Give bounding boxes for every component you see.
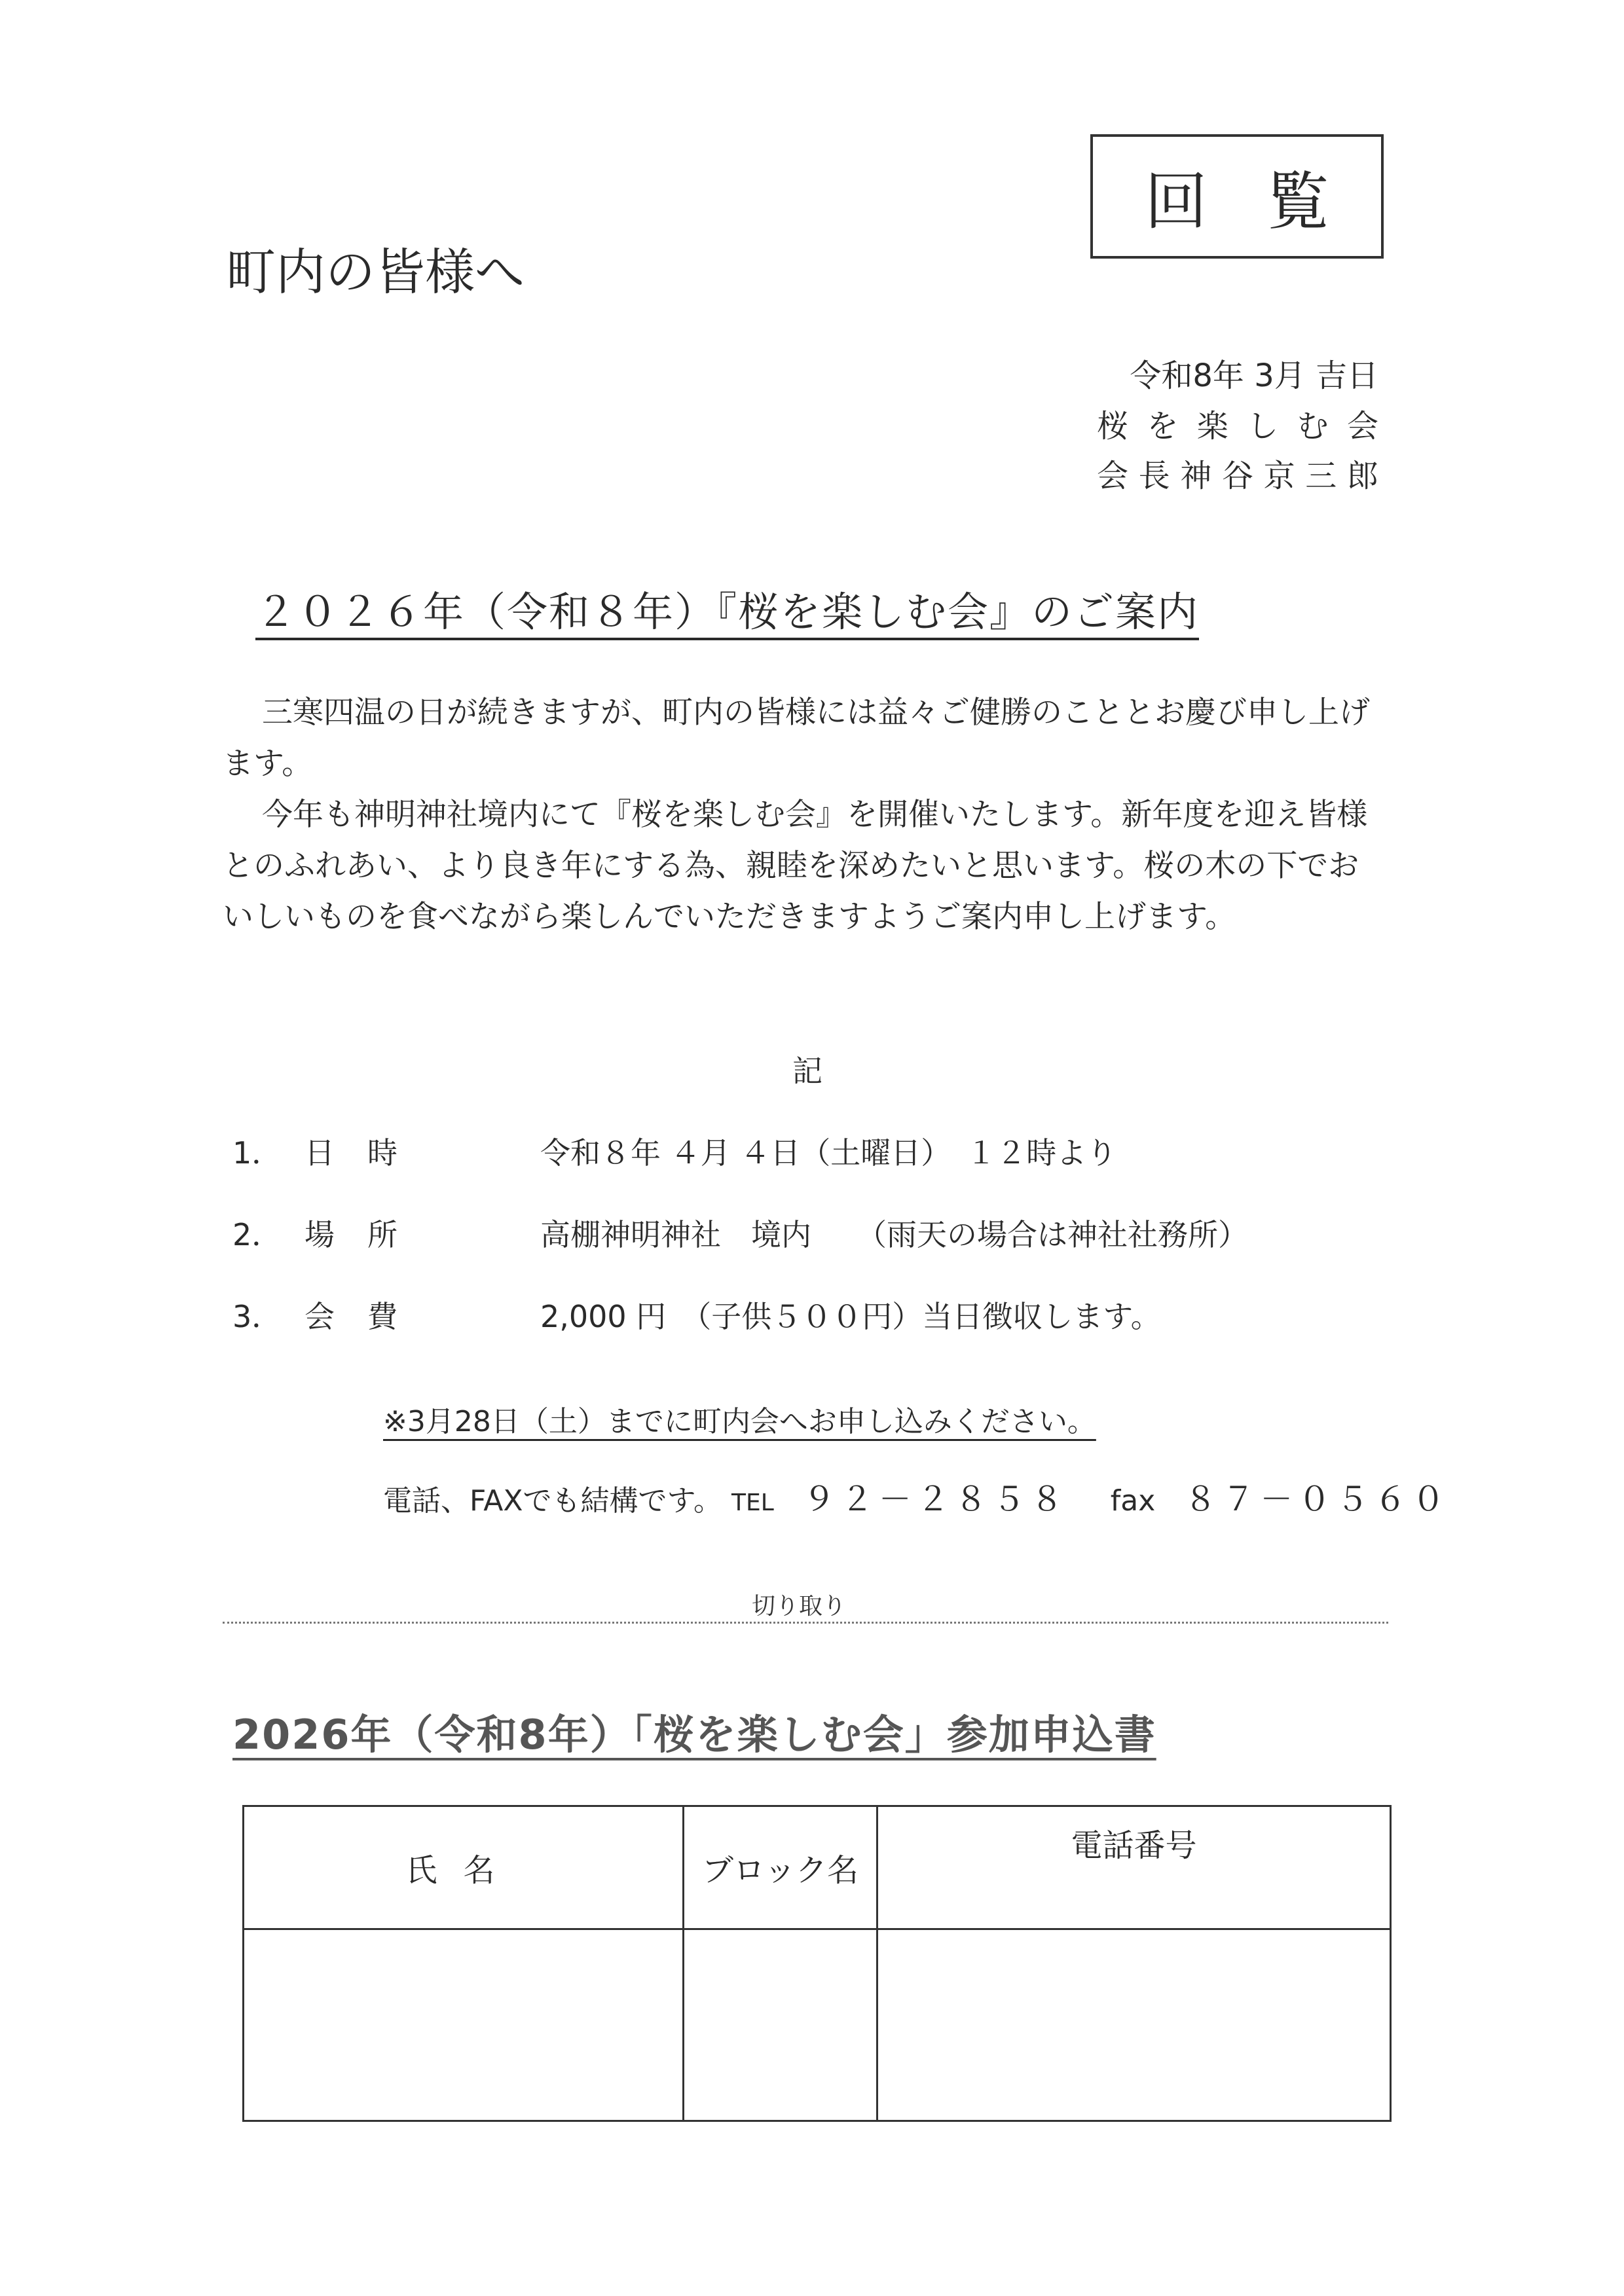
sender-date-text: 令和8年 3月 吉日	[1130, 357, 1378, 394]
item-detail: 高棚神明神社 境内 （雨天の場合は神社社務所）	[540, 1217, 1248, 1252]
president-char: 長	[1138, 458, 1170, 494]
president-char: 京	[1263, 458, 1295, 494]
block-field[interactable]	[684, 1929, 877, 2121]
org-char: 桜	[1097, 408, 1129, 445]
name-field[interactable]	[244, 1929, 684, 2121]
greeting-paragraph: 三寒四温の日が続きますが、町内の皆様には益々ご健勝のこととお慶び申し上げます。	[223, 695, 1370, 782]
ki-heading: 記	[792, 1053, 822, 1089]
item-number: 3．	[232, 1299, 282, 1334]
item-label: 会費	[304, 1299, 430, 1334]
form-title: 2026年（令和8年）「桜を楽しむ会」参加申込書	[232, 1711, 1156, 1758]
sender-organization	[1097, 401, 1378, 446]
circulation-stamp: 回覧	[1090, 134, 1384, 259]
item-datetime	[232, 1129, 1116, 1173]
org-char: 楽	[1196, 408, 1228, 445]
item-place	[232, 1211, 1248, 1254]
announcement-paragraph: 今年も神明神社境内にて『桜を楽しむ会』を開催いたします。新年度を迎え皆様とのふれあい、より良き年にする為、親睦を深めたいと思います。桜の木の下でおいしいものを食べながら楽しんでいただきますようご案内申し上げます。	[223, 797, 1368, 935]
phone-field[interactable]	[877, 1929, 1391, 2121]
deadline-note: ※3月28日（土）までに町内会へお申し込みください。	[383, 1405, 1096, 1438]
addressee: 町内の皆様へ	[226, 243, 525, 301]
block-header: ブロック名	[684, 1806, 877, 1929]
org-char: む	[1297, 408, 1329, 445]
sender-president	[1097, 450, 1378, 496]
contact-line	[383, 1473, 1450, 1520]
phone-header: 電話番号	[877, 1806, 1391, 1929]
form-entry-row	[244, 1929, 1391, 2121]
item-detail: 令和８年 ４月 ４日（土曜日） １２時より	[540, 1135, 1117, 1171]
cut-line	[223, 1622, 1388, 1624]
name-header: 氏名	[244, 1806, 684, 1929]
org-char: を	[1147, 408, 1179, 445]
item-label: 場所	[304, 1217, 430, 1252]
org-char: 会	[1346, 408, 1378, 445]
tel-number: ９２－２８５８	[802, 1480, 1069, 1518]
org-char: し	[1247, 408, 1279, 445]
item-label: 日時	[304, 1135, 430, 1171]
sender-date	[1097, 350, 1378, 395]
document-title: ２０２６年（令和８年）『桜を楽しむ会』のご案内	[255, 588, 1200, 636]
item-number: 1．	[232, 1135, 282, 1171]
president-char: 三	[1305, 458, 1337, 494]
president-char: 神	[1180, 458, 1212, 494]
contact-prefix: 電話、FAXでも結構です。	[383, 1484, 722, 1518]
tel-label: TEL	[731, 1489, 774, 1516]
form-header-row	[244, 1806, 1391, 1929]
cut-label: 切り取り	[747, 1588, 851, 1621]
fax-label: fax	[1110, 1484, 1156, 1518]
application-form-table	[242, 1805, 1392, 2122]
item-detail: 2,000 円 （子供５００円）当日徴収します。	[540, 1299, 1161, 1334]
fax-number: ８７－０５６０	[1184, 1480, 1450, 1518]
president-char: 郎	[1346, 458, 1378, 494]
item-fee	[232, 1293, 1161, 1336]
item-number: 2．	[232, 1217, 282, 1252]
president-char: 会	[1097, 458, 1129, 494]
president-char: 谷	[1221, 458, 1253, 494]
